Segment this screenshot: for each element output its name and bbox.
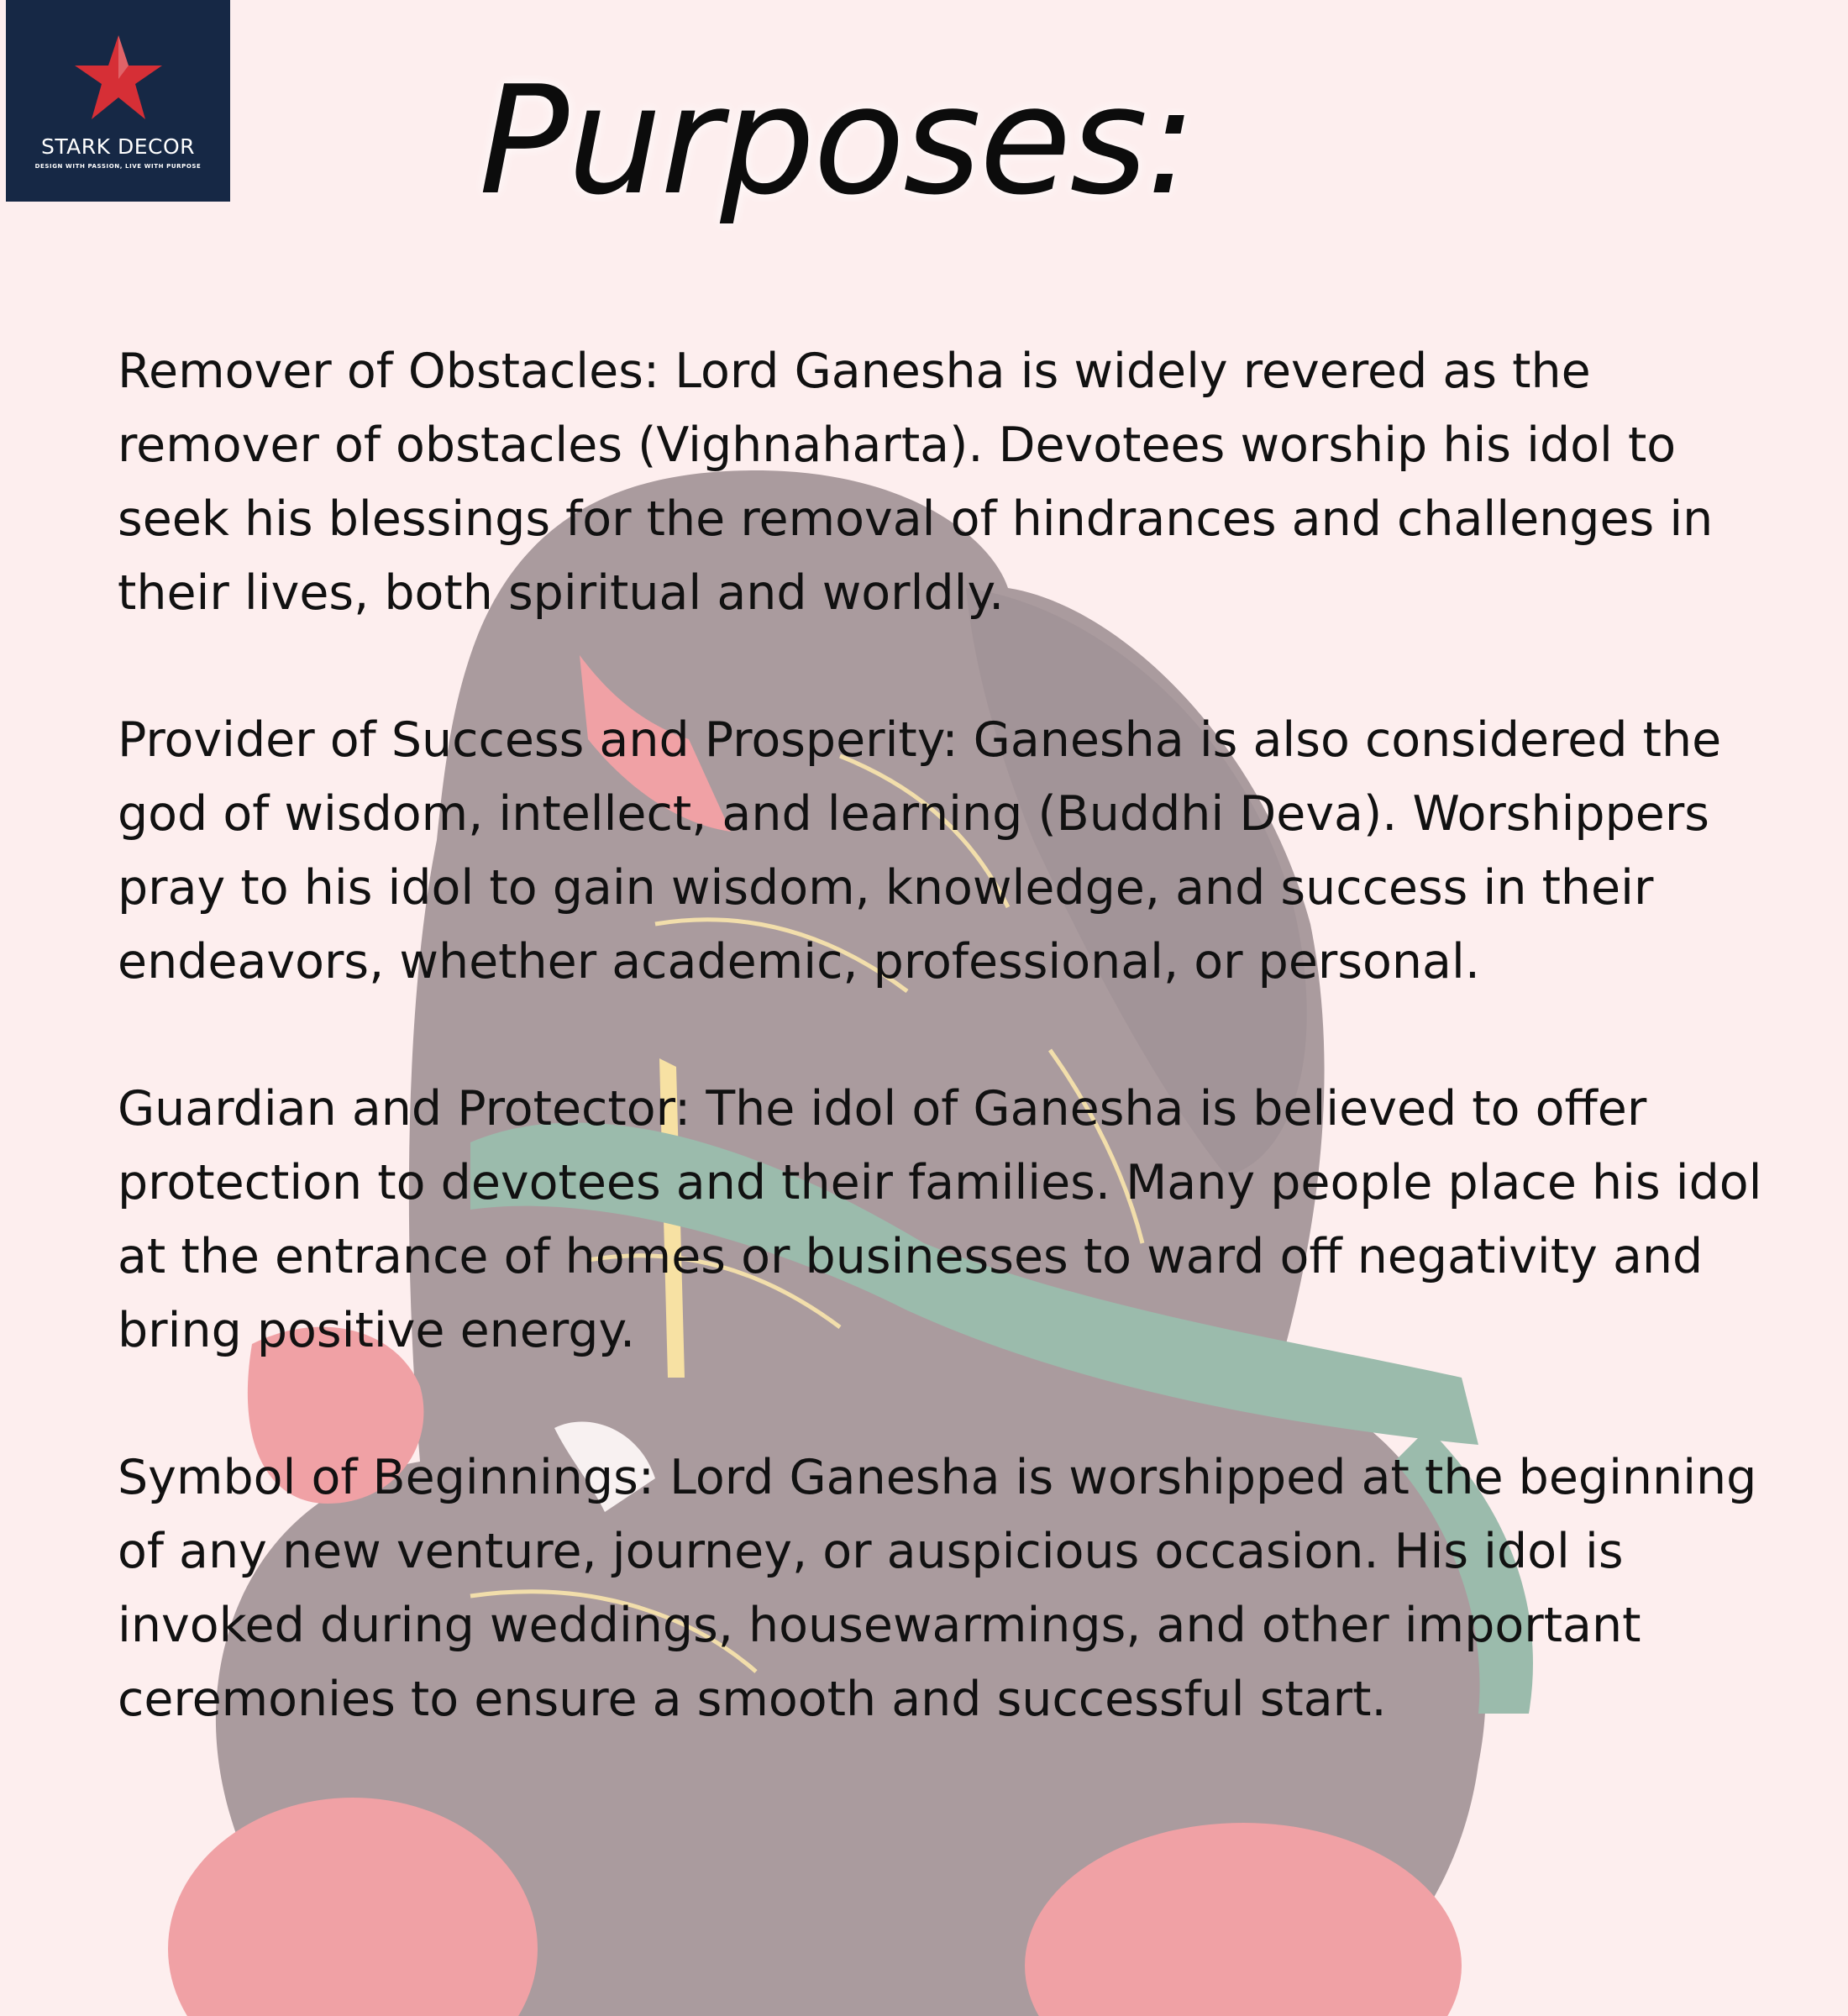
- purposes-list: [118, 334, 1764, 1809]
- brand-tagline: DESIGN WITH PASSION, LIVE WITH PURPOSE: [34, 163, 202, 170]
- purpose-paragraph-guardian-and-protector: Guardian and Protector: The idol of Ganesha is believed to offer protection to devotees and their families. Many people place his idol at the entrance of homes or businesses to ward off negativity and bring positive energy.: [118, 1081, 1762, 1358]
- brand-name: STARK DECOR: [40, 134, 196, 159]
- brand-logo: [6, 0, 230, 202]
- star-icon: [68, 32, 169, 124]
- purpose-paragraph-success-and-prosperity: Provider of Success and Prosperity: Ganesha is also considered the god of wisdom, intellect, and learning (Buddhi Deva). Worshippers pray to his idol to gain wisdom, knowledge, and success in their endeavors, whether academic, professional, or personal.: [118, 712, 1722, 990]
- page-title: Purposes:: [479, 54, 1195, 228]
- purpose-paragraph-symbol-of-beginnings: Symbol of Beginnings: Lord Ganesha is worshipped at the beginning of any new venture, journey, or auspicious occasion. His idol is invoked during weddings, housewarmings, and other important ceremonies to ensure a smooth and successful start.: [118, 1450, 1757, 1727]
- purpose-paragraph-remover-of-obstacles: Remover of Obstacles: Lord Ganesha is widely revered as the remover of obstacles (Vighnaharta). Devotees worship his idol to seek his blessings for the removal of hindrances and challenges in their lives, both spiritual and worldly.: [118, 344, 1714, 621]
